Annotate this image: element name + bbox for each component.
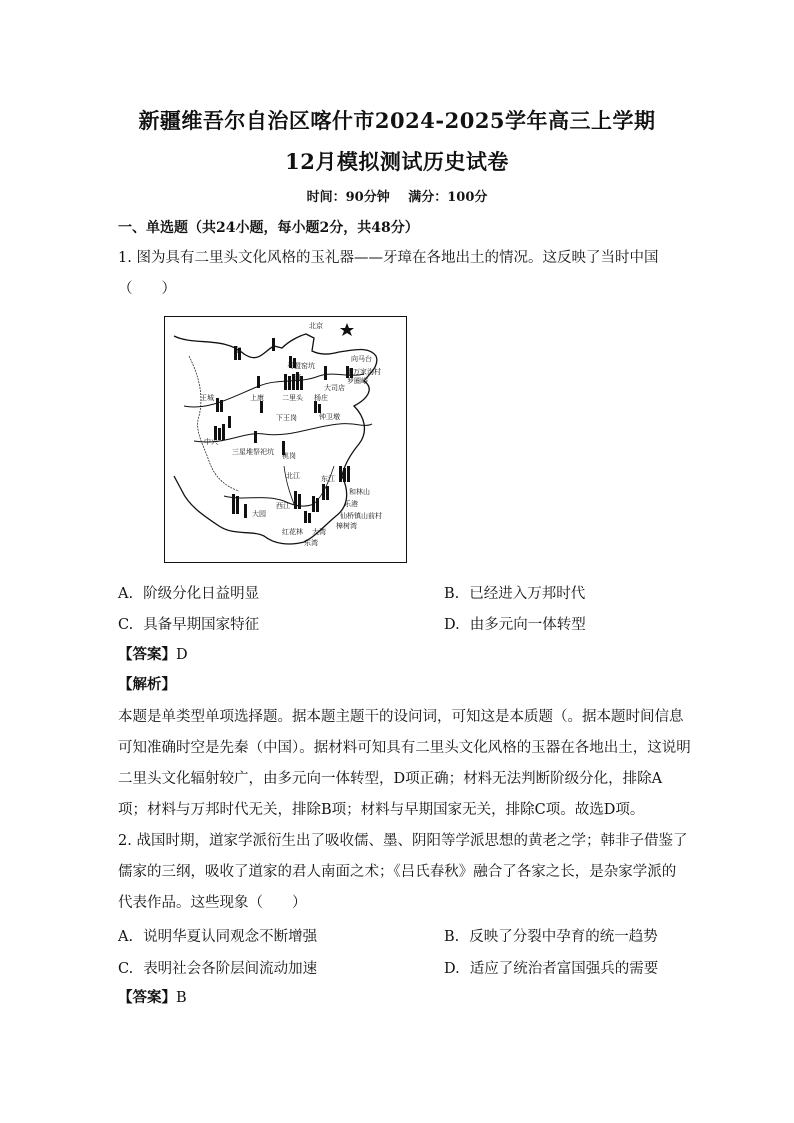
map-label-ning: 宁 (234, 346, 241, 354)
map-label-xiangma: 向马台 (351, 355, 372, 363)
q1-answer-value: D (176, 647, 188, 663)
q1-option-b[interactable] (444, 582, 585, 603)
q2-answer (118, 988, 187, 1008)
map-label-beijing: 北京 (309, 322, 323, 330)
map-label-huashan: 和林山 (349, 488, 370, 496)
jade-zhang-distribution-map (164, 316, 407, 563)
q1-analysis-tag: 【解析】 (118, 676, 176, 693)
map-label-he: 河 (294, 374, 301, 382)
q2-option-b[interactable] (444, 925, 658, 946)
map-label-xiawanggang: 下王岗 (276, 414, 297, 422)
q2-option-b-label: B. (444, 929, 460, 945)
map-label-beijiang: 北江 (286, 472, 300, 480)
q1-analysis-line-1: 本题是单类型单项选择题。据本题主题干的设问词，可知这是本质题（。据本题时间信息 (118, 709, 684, 725)
map-label-dongwan: 东湾 (304, 539, 318, 547)
q2-stem-line-3: 代表作品。这些现象（ ） (118, 895, 307, 911)
q2-option-a-text: 说明华夏认同观念不断增强 (143, 929, 318, 945)
q2-option-c-text: 表明社会各阶层间流动加速 (143, 961, 318, 977)
q1-analysis-line-4: 项；材料与万邦时代无关，排除B项；材料与早期国家无关，排除C项。故选D项。 (118, 802, 645, 818)
map-label-yangzhuang: 杨庄 (314, 394, 328, 402)
q1-option-c[interactable] (118, 613, 259, 634)
q2-option-a-label: A. (118, 929, 134, 945)
map-label-dayuan: 大园 (252, 510, 266, 518)
map-label-zhangmu: 樟树湾 (336, 522, 357, 530)
q1-option-d-label: D. (444, 617, 460, 633)
q1-option-c-label: C. (118, 617, 134, 633)
q2-answer-tag: 【答案】 (118, 989, 176, 1006)
map-label-longgang: 乐港 (344, 500, 358, 508)
map-label-xianqiao: 仙桥镇山前村 (340, 512, 382, 520)
map-label-zhongxia: 钟卫墩 (319, 413, 340, 421)
map-label-luomen: 罗圈峪 (347, 377, 368, 385)
exam-score: 满分：100分 (408, 190, 488, 205)
q2-option-c[interactable] (118, 957, 317, 978)
section-heading: 一、单选题（共24小题，每小题2分，共48分） (118, 220, 419, 236)
map-label-dongjiang: 东江 (321, 475, 335, 483)
q2-option-d-label: D. (444, 961, 460, 977)
exam-time: 时间：90分钟 (306, 190, 390, 205)
q1-option-b-text: 已经进入万邦时代 (469, 586, 586, 602)
q1-analysis-line-2: 可知准确时空是先秦（中国）。据材料可知具有二里头文化风格的玉器在各地出土，这说明 (118, 740, 691, 756)
q1-option-d-text: 由多元向一体转型 (469, 617, 586, 633)
q2-answer-value: B (176, 990, 187, 1006)
map-label-sanxingdui: 三星堆祭祀坑 (232, 448, 274, 456)
map-label-dawan: 大湾 (312, 528, 326, 536)
q1-option-a-text: 阶级分化日益明显 (143, 586, 260, 602)
q2-option-a[interactable] (118, 925, 317, 946)
map-label-shangwanjia: 上万家沟村 (346, 368, 381, 376)
paper-title-line-2: 12月模拟测试历史试卷 (285, 149, 509, 174)
q1-option-c-text: 具备早期国家特征 (143, 617, 260, 633)
q2-option-d-text: 适应了统治者富国强兵的需要 (469, 961, 659, 977)
q1-option-a-label: A. (118, 586, 134, 602)
exam-meta (0, 186, 794, 205)
map-label-dadian: 大司店 (324, 384, 345, 392)
q1-option-b-label: B. (444, 586, 460, 602)
q1-answer (118, 645, 188, 665)
map-label-wangcheng: 王城 (200, 394, 214, 402)
q2-option-c-label: C. (118, 961, 134, 977)
q1-option-a[interactable] (118, 582, 259, 603)
q1-stem-line-2: （ ） (118, 281, 176, 297)
q2-option-b-text: 反映了分裂中孕育的统一趋势 (469, 929, 658, 945)
map-label-zhongxing: 中兴 (204, 438, 218, 446)
q1-stem-line-1: 1. 图为具有二里头文化风格的玉礼器——牙璋在各地出土的情况。这反映了当时中国 (118, 250, 659, 266)
q2-option-d[interactable] (444, 957, 658, 978)
q1-option-d[interactable] (444, 613, 586, 634)
map-label-taohuan: 桃岗 (282, 452, 296, 460)
map-label-mahe: 马盟窑坑 (287, 362, 315, 370)
q1-analysis-line-3: 二里头文化辐射较广，由多元向一体转型，D项正确；材料无法判断阶级分化，排除A (118, 771, 663, 787)
q2-stem-line-2: 儒家的三纲，吸收了道家的君人南面之术；《吕氏春秋》融合了各家之长，是杂家学派的 (118, 864, 677, 880)
q1-answer-tag: 【答案】 (118, 646, 176, 663)
map-label-hongling: 红花林 (282, 528, 303, 536)
map-label-shangkang: 上康 (250, 394, 264, 402)
map-label-erlitou: 二里头 (282, 394, 303, 402)
paper-title-line-1: 新疆维吾尔自治区喀什市2024-2025学年高三上学期 (138, 108, 656, 133)
q2-stem-line-1: 2. 战国时期，道家学派衍生出了吸收儒、墨、阴阳等学派思想的黄老之学；韩非子借鉴了 (118, 833, 688, 849)
map-label-xijiang: 西江 (276, 502, 290, 510)
